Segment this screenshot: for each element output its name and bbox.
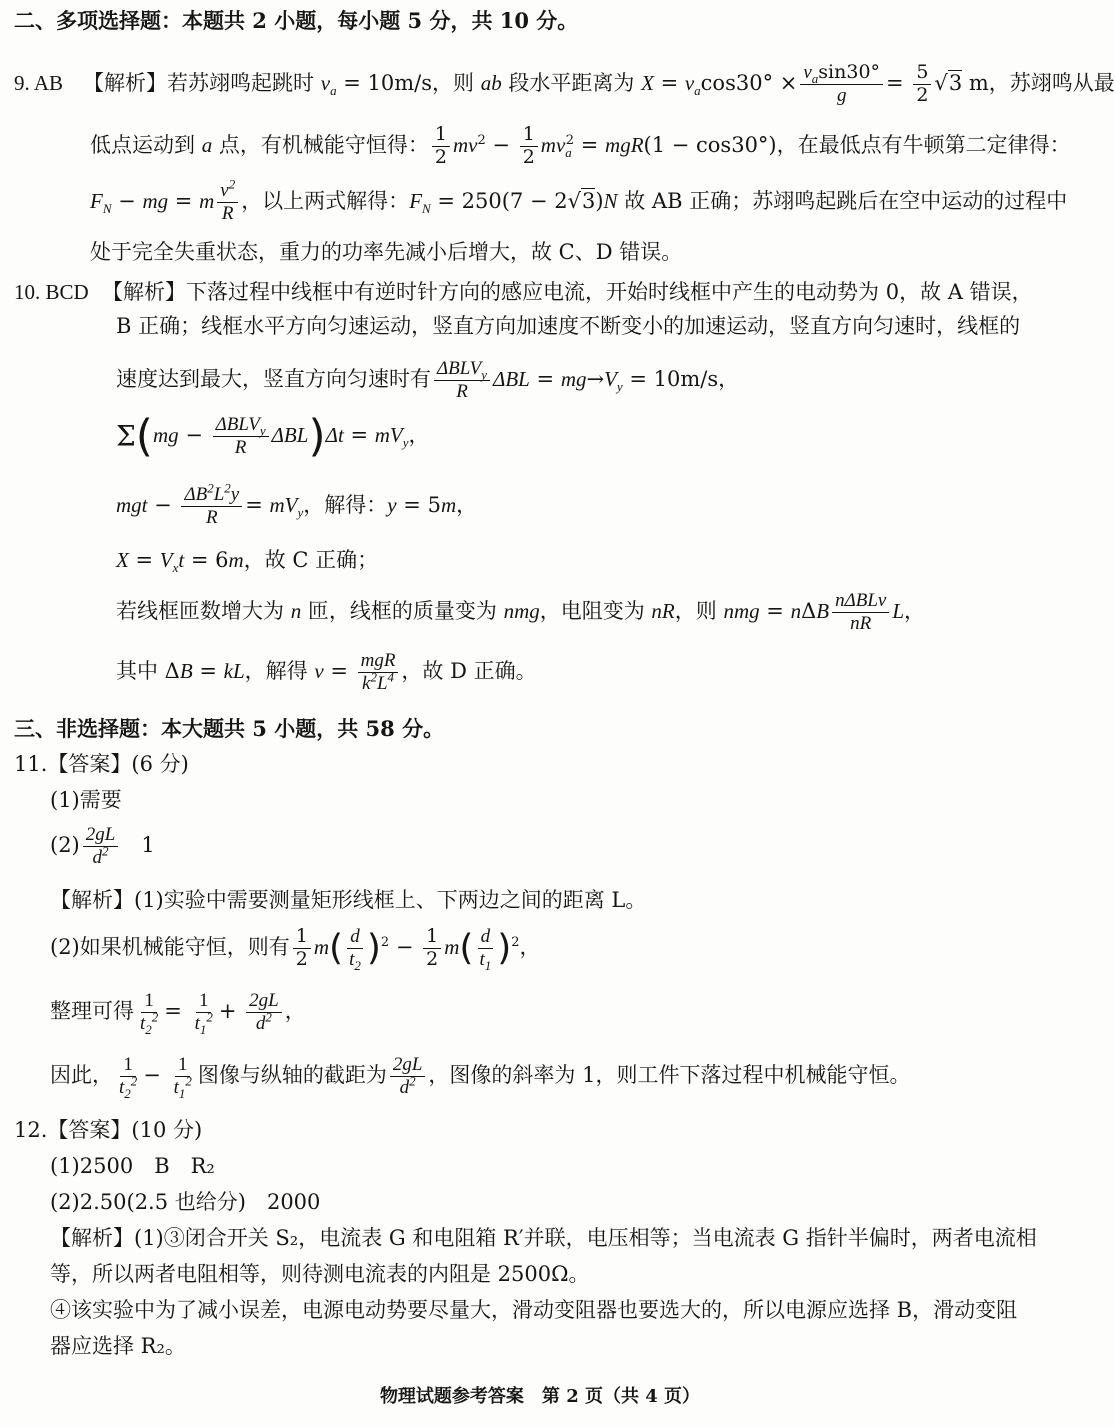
q10-line-1 — [14, 280, 1033, 305]
q12-explanation-1: 【解析】(1)③闭合开关 S₂，电流表 G 和电阻箱 R′并联，电压相等；当电流表 G 指针半偏时，两者电流相 — [50, 1226, 1037, 1250]
q12-answer-1: (1)2500 B R₂ — [50, 1154, 215, 1178]
q11-text: ， — [284, 998, 306, 1023]
q12-explanation-2: 等，所以两者电阻相等，则待测电流表的内阻是 2500Ω。 — [50, 1262, 590, 1286]
q11-text: ，图像的斜率为 1，则工件下落过程中机械能守恒。 — [428, 1062, 911, 1087]
q11-answer-2-prefix: (2) — [50, 832, 80, 857]
q9-text: ，在最低点有牛顿第二定律得： — [776, 132, 1071, 157]
q12-explanation-3: ④该实验中为了减小误差，电源电动势要尽量大，滑动变阻器也要选大的，所以电源应选择 B，滑动变阻 — [50, 1298, 1018, 1322]
q9-text: ，苏翊鸣从最 — [988, 70, 1115, 95]
q10-line-5: mgt − $\frac{\Delta B^2L^2y}{R}$ = $mV_y$，解得：y = 5m， — [116, 480, 478, 528]
section-heading-multi-choice: 二、多项选择题：本题共 2 小题，每小题 5 分，共 10 分。 — [14, 8, 579, 33]
q11-explanation-2: (2)如果机械能守恒，则有 $\frac{1}{2}$ m( $\frac{d}{t_2}$ )$^2$ − $\frac{1}{2}$ m( $\frac{d}{t_1}$ )$^2$， — [50, 925, 541, 973]
q10-line-2: B 正确；线框水平方向匀速运动，竖直方向加速度不断变小的加速运动，竖直方向匀速时，线框的 — [116, 314, 1021, 338]
q9-text: 低点运动到 — [90, 132, 195, 157]
q10-text: ，故 D 正确。 — [401, 658, 537, 683]
q10-line-6: $X = V_xt = 6m$，故 C 正确； — [116, 548, 379, 576]
q11-header: 11.【答案】(6 分) — [14, 752, 189, 776]
q10-number: 10. BCD — [14, 280, 89, 304]
q9-text: 若苏翊鸣起跳时 — [167, 70, 315, 95]
q9-line-3: $F_N$ − mg = m $\frac{v^2}{R}$ ，以上两式解得：$F_N = 250(7 - 2√3)N$ 故 AB 正确；苏翊鸣起跳后在空中运动的过程中 — [90, 176, 1068, 224]
q9-line-2: 低点运动到 a 点，有机械能守恒得： $\frac{1}{2}$ $mv^2$ − $\frac{1}{2}$ $mv_a^2 = mgR(1 - \cos 30^\circ)$，在最低点有牛顿第二定律得： — [90, 123, 1071, 168]
q9-tag: 【解析】 — [83, 70, 168, 95]
q9-number: 9. AB — [14, 70, 64, 95]
q9-text: ，则 — [432, 70, 474, 95]
q12-header: 12.【答案】(10 分) — [14, 1118, 203, 1142]
q10-line-7: 若线框匝数增大为 n 匝，线框的质量变为 nmg，电阻变为 nR，则 nmg = nΔB $\frac{\text{nΔBLv}}{nR}$ L， — [116, 590, 926, 634]
q10-line-4: Σ(mg − $\frac{\Delta BLV_y}{R}$ $\Delta BL)\Delta t = mV_y$， — [116, 410, 430, 462]
q11-explanation-3: 整理可得 $\frac{1}{t_2^2}$ = $\frac{1}{t_1^2}$ + $\frac{2gL}{d^2}$ ， — [50, 990, 306, 1037]
q11-answer-2-value: 1 — [141, 832, 155, 857]
q9-line-1: 9. AB 【解析】若苏翊鸣起跳时 $v_a = 10m/s$，则 ab 段水平距离为 $X = v_a\cos 30^\circ$ × $\frac{v_a\sin 30^\circ}{g}$ = $\frac{5}{2}$ √3 m，苏翊鸣从最 — [14, 61, 1115, 106]
q10-text: ，则 — [674, 598, 717, 623]
q9-text: 段水平距离为 — [508, 70, 635, 95]
q11-explanation-4: 因此， $\frac{1}{t_2^2}$ − $\frac{1}{t_1^2}$ 图像与纵轴的截距为 $\frac{2gL}{d^2}$ ，图像的斜率为 1，则工件下落过程中机械能守恒。 — [50, 1054, 911, 1101]
q12-explanation-4: 器应选择 R₂。 — [50, 1334, 186, 1358]
q10-text: ，电阻变为 — [539, 598, 645, 623]
q12-answer-2: (2)2.50(2.5 也给分) 2000 — [50, 1190, 321, 1214]
q11-explanation-1: 【解析】(1)实验中需要测量矩形线框上、下两边之间的距离 L。 — [50, 888, 647, 912]
q10-text: 速度达到最大，竖直方向匀速时有 — [116, 366, 431, 391]
q10-text: 下落过程中线框中有逆时针方向的感应电流，开始时线框中产生的电动势为 0，故 A 错误， — [186, 280, 1033, 304]
q11-text: 因此， — [50, 1062, 113, 1087]
q10-line-8: 其中 ΔB = kL，解得 v = $\frac{\text{mgR}}{k^2L^4}$ ，故 D 正确。 — [116, 650, 537, 694]
q10-text: ，解得： — [303, 492, 388, 517]
q10-text: 其中 — [116, 658, 158, 683]
q11-text: (2)如果机械能守恒，则有 — [50, 934, 290, 959]
q10-text: ，解得 — [244, 658, 308, 683]
q10-text: ， — [718, 366, 740, 391]
q9-text: 点，有机械能守恒得： — [218, 132, 429, 157]
q9-line-4: 处于完全失重状态，重力的功率先减小后增大，故 C、D 错误。 — [90, 240, 683, 264]
formula-frac-vasin30-g: $\frac{v_a\sin 30^\circ}{g}$ — [800, 62, 883, 107]
q10-text: 匝，线框的质量变为 — [307, 598, 497, 623]
q10-tag: 【解析】 — [102, 280, 187, 304]
q10-line-3: 速度达到最大，竖直方向匀速时有 $\frac{\Delta BLV_y}{R}$ $\Delta BL = mg\to V_y = 10m/s$， — [116, 358, 740, 402]
q9-text: 故 AB 正确；苏翊鸣起跳后在空中运动的过程中 — [624, 188, 1068, 213]
page-footer: 物理试题参考答案 第 2 页（共 4 页） — [379, 1386, 701, 1407]
q10-text: ，故 C 正确； — [243, 548, 379, 572]
q11-answer-1: (1)需要 — [50, 788, 122, 812]
section-heading-non-choice: 三、非选择题：本大题共 5 小题，共 58 分。 — [14, 716, 445, 741]
q11-text: 图像与纵轴的截距为 — [197, 1062, 387, 1087]
q11-answer-2: (2) $\frac{2gL}{d^2}$ 1 — [50, 824, 155, 868]
formula-x: X — [641, 70, 654, 95]
q10-text: 若线框匝数增大为 — [116, 598, 284, 623]
q11-text: 整理可得 — [50, 998, 134, 1023]
q11-text: ， — [519, 934, 541, 959]
formula-va: $v_a$ — [320, 70, 337, 99]
q9-text: ，以上两式解得： — [241, 188, 410, 213]
